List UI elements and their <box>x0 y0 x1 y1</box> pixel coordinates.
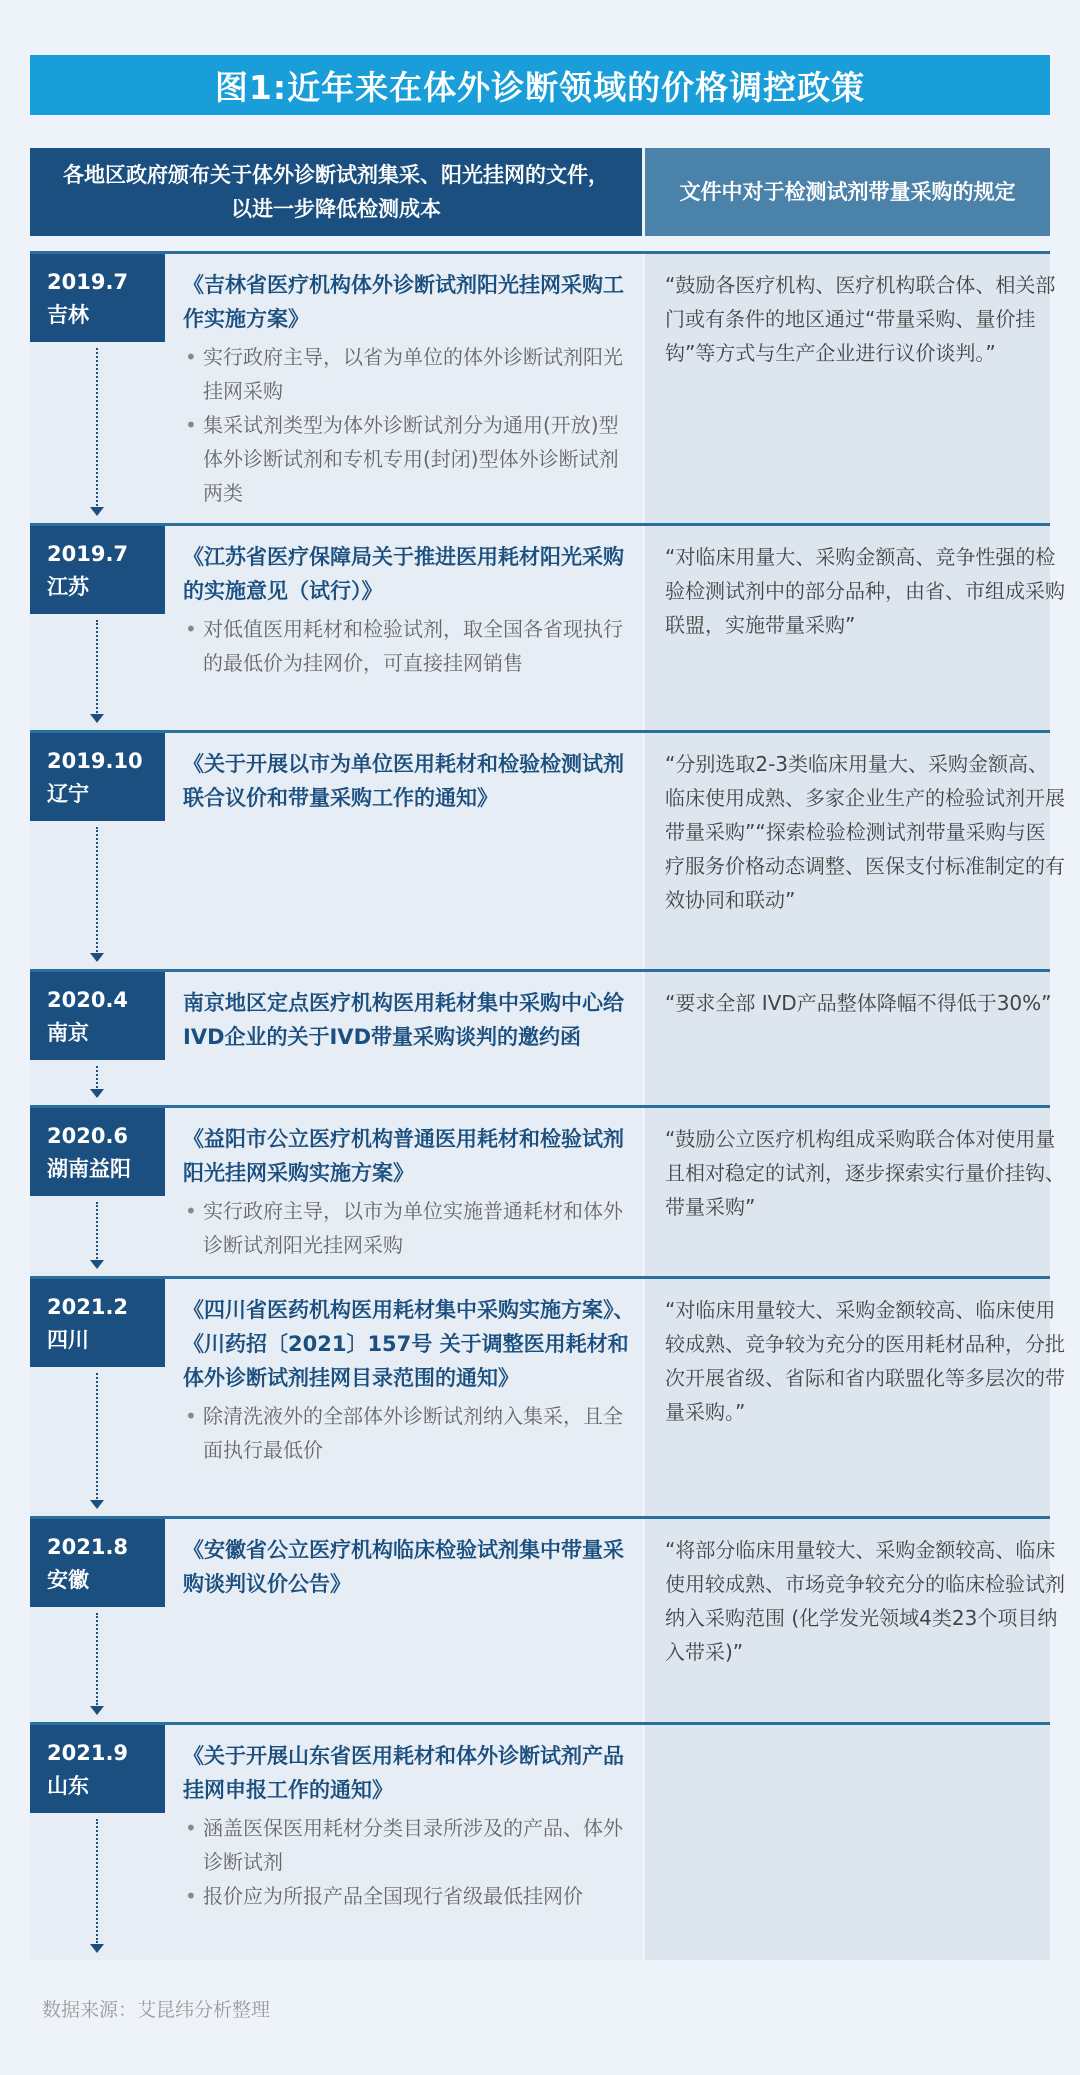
policy-content <box>183 1293 638 1467</box>
document-title: 《关于开展山东省医用耗材和体外诊断试剂产品挂网申报工作的通知》 <box>183 1744 624 1802</box>
policy-quote: “要求全部 IVD产品整体降幅不得低于30%” <box>665 991 1052 1015</box>
timeline-arrow-icon <box>90 1944 104 1953</box>
policy-row-yiyang <box>30 1105 1065 1276</box>
date-badge <box>30 1519 165 1607</box>
document-title: 南京地区定点医疗机构医用耗材集中采购中心给IVD企业的关于IVD带量采购谈判的邀约函 <box>183 991 624 1049</box>
policy-quote: “对临床用量较大、采购金额较高、临床使用较成熟、竞争较为充分的医用耗材品种，分批次开展省级、省际和省内联盟化等多层次的带量采购。” <box>665 1298 1065 1424</box>
bullet-item: • 对低值医用耗材和检验试剂，取全国各省现执行的最低价为挂网价，可直接挂网销售 <box>183 612 638 680</box>
region-text: 山东 <box>47 1774 89 1798</box>
region-text: 辽宁 <box>47 782 89 806</box>
bullet-item: • 实行政府主导，以市为单位实施普通耗材和体外诊断试剂阳光挂网采购 <box>183 1194 638 1262</box>
bullet-list <box>183 1194 638 1262</box>
policy-quote: “鼓励各医疗机构、医疗机构联合体、相关部门或有条件的地区通过“带量采购、量价挂钩”等方式与生产企业进行议价谈判。” <box>665 273 1056 365</box>
policy-content <box>183 540 638 680</box>
timeline-connector <box>96 348 98 506</box>
document-title: 《益阳市公立医疗机构普通医用耗材和检验试剂阳光挂网采购实施方案》 <box>183 1127 624 1185</box>
bullet-item: • 实行政府主导，以省为单位的体外诊断试剂阳光挂网采购 <box>183 340 638 408</box>
policy-content <box>183 268 638 510</box>
header-right: 文件中对于检测试剂带量采购的规定 <box>645 148 1050 236</box>
date-text: 2020.4 <box>47 988 129 1012</box>
bullet-list <box>183 612 638 680</box>
document-title: 《四川省医药机构医用耗材集中采购实施方案》、《川药招〔2021〕157号 关于调整医用耗材和体外诊断试剂挂网目录范围的通知》 <box>183 1298 635 1390</box>
timeline-connector <box>96 1819 98 1943</box>
timeline-connector <box>96 620 98 713</box>
region-text: 四川 <box>47 1328 89 1352</box>
date-text: 2021.2 <box>47 1295 129 1319</box>
bullet-item: • 涵盖医保医用耗材分类目录所涉及的产品、体外诊断试剂 <box>183 1811 638 1879</box>
date-badge <box>30 1725 165 1813</box>
date-text: 2021.8 <box>47 1535 129 1559</box>
region-text: 湖南益阳 <box>47 1157 131 1181</box>
page-title: 图1:近年来在体外诊断领域的价格调控政策 <box>30 55 1050 115</box>
bullet-item: • 集采试剂类型为体外诊断试剂分为通用(开放)型体外诊断试剂和专机专用(封闭)型体外诊断试剂两类 <box>183 408 638 510</box>
bullet-list <box>183 1399 638 1467</box>
timeline-arrow-icon <box>90 1260 104 1269</box>
timeline-arrow-icon <box>90 1089 104 1098</box>
timeline-connector <box>96 1373 98 1499</box>
date-text: 2019.7 <box>47 270 129 294</box>
document-title: 《吉林省医疗机构体外诊断试剂阳光挂网采购工作实施方案》 <box>183 273 624 331</box>
policy-quote: “鼓励公立医疗机构组成采购联合体对使用量且相对稳定的试剂，逐步探索实行量价挂钩、带量采购” <box>665 1127 1065 1219</box>
timeline-arrow-icon <box>90 507 104 516</box>
date-text: 2019.7 <box>47 542 129 566</box>
policy-content <box>183 747 638 815</box>
document-title: 《江苏省医疗保障局关于推进医用耗材阳光采购的实施意见（试行）》 <box>183 545 624 603</box>
policy-quote: “对临床用量大、采购金额高、竞争性强的检验检测试剂中的部分品种，由省、市组成采购联盟，实施带量采购” <box>665 545 1065 637</box>
policy-quote: “将部分临床用量较大、采购金额较高、临床使用较成熟、市场竞争较充分的临床检验试剂纳入采购范围 (化学发光领域4类23个项目纳入带采)” <box>665 1538 1065 1664</box>
data-source-note: 数据来源：艾昆纬分析整理 <box>42 1999 271 2021</box>
date-badge <box>30 733 165 821</box>
timeline-connector <box>96 1202 98 1259</box>
date-badge <box>30 972 165 1060</box>
timeline-connector <box>96 1066 98 1088</box>
policy-content <box>183 986 638 1054</box>
policy-content <box>183 1122 638 1262</box>
bullet-item: • 报价应为所报产品全国现行省级最低挂网价 <box>183 1879 638 1913</box>
region-text: 江苏 <box>47 575 89 599</box>
policy-row-jiangsu <box>30 523 1065 730</box>
date-badge <box>30 1279 165 1367</box>
region-text: 南京 <box>47 1021 89 1045</box>
policy-content <box>183 1739 638 1913</box>
policy-quote: “分别选取2-3类临床用量大、采购金额高、临床使用成熟、多家企业生产的检验试剂开展带量采购”“探索检验检测试剂带量采购与医疗服务价格动态调整、医保支付标准制定的有效协同和联动” <box>665 752 1065 912</box>
timeline-arrow-icon <box>90 1706 104 1715</box>
document-title: 《关于开展以市为单位医用耗材和检验检测试剂联合议价和带量采购工作的通知》 <box>183 752 624 810</box>
policy-row-nanjing <box>30 969 1050 1105</box>
bullet-item: • 除清洗液外的全部体外诊断试剂纳入集采，且全面执行最低价 <box>183 1399 638 1467</box>
policy-row-shandong <box>30 1722 1050 1960</box>
bullet-list <box>183 1811 638 1913</box>
date-text: 2019.10 <box>47 749 143 773</box>
region-text: 安徽 <box>47 1568 89 1592</box>
timeline-connector <box>96 1613 98 1705</box>
policy-row-sichuan <box>30 1276 1065 1516</box>
date-text: 2020.6 <box>47 1124 129 1148</box>
date-badge <box>30 526 165 614</box>
document-title: 《安徽省公立医疗机构临床检验试剂集中带量采购谈判议价公告》 <box>183 1538 624 1596</box>
policy-row-anhui <box>30 1516 1065 1722</box>
timeline-arrow-icon <box>90 714 104 723</box>
region-text: 吉林 <box>47 303 89 327</box>
date-text: 2021.9 <box>47 1741 129 1765</box>
timeline-arrow-icon <box>90 1500 104 1509</box>
header-left: 各地区政府颁布关于体外诊断试剂集采、阳光挂网的文件，以进一步降低检测成本 <box>30 148 642 236</box>
policy-row-liaoning <box>30 730 1065 969</box>
timeline-arrow-icon <box>90 953 104 962</box>
policy-content <box>183 1533 638 1601</box>
policy-row-jilin <box>30 251 1056 523</box>
bullet-list <box>183 340 638 510</box>
date-badge <box>30 1108 165 1196</box>
row-right-bg <box>645 1725 1050 1960</box>
timeline-connector <box>96 827 98 952</box>
date-badge <box>30 254 165 342</box>
